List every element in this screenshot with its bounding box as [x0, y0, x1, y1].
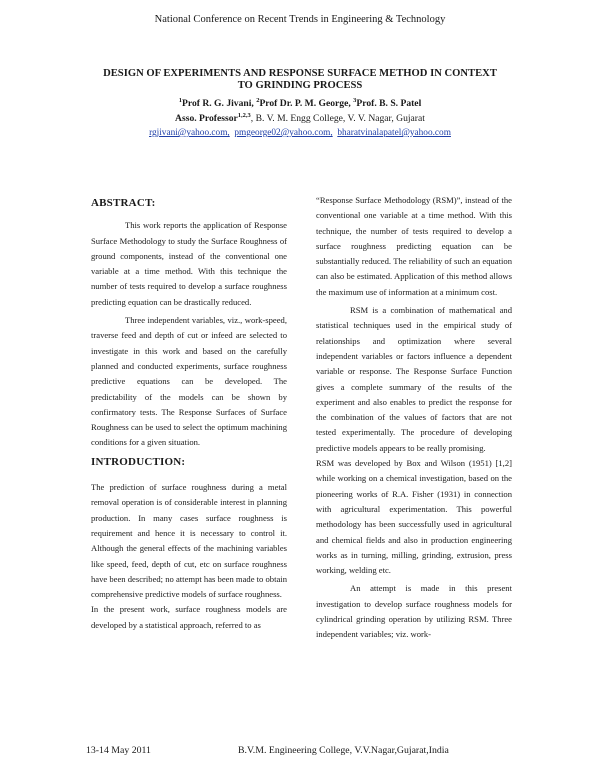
footer-venue: B.V.M. Engineering College, V.V.Nagar,Gujarat,India	[238, 745, 449, 756]
right-paragraph-4: An attempt is made in this present investigation to develop surface roughness models for cylindrical grinding operation by utilizing RSM. Three independent variables; viz. work-	[316, 583, 512, 640]
introduction-heading: INTRODUCTION:	[91, 455, 186, 468]
introduction-paragraph-2: In the present work, surface roughness models are developed by a statistical approach, referred to as	[91, 604, 287, 630]
conference-header: National Conference on Recent Trends in Engineering & Technology	[154, 14, 446, 25]
abstract-paragraph-1: This work reports the application of Response Surface Methodology to study the Surface Roughness of ground components, instead of the conventional one variable at a time method. With this technique the number of tests required to develop a surface roughness predicting equation can be drastically reduced.	[91, 220, 287, 307]
right-paragraph-2: RSM is a combination of mathematical and statistical techniques used in the empirical study of relationships and optimization where several independent variables or factors influence a dependent variable or response. The Response Surface Function gives a complete summary of the results of the experiment and also enables to predict the response for the combination of the values of factors that are not tested experimentally. The procedure of developing predictive models appears to be really promising.	[316, 305, 512, 453]
author-2: Prof Dr. P. M. George,	[259, 98, 354, 110]
right-column	[316, 193, 512, 643]
abstract-heading: ABSTRACT:	[91, 197, 156, 209]
affiliation-text: , B. V. M. Engg College, V. V. Nagar, Gujarat	[250, 113, 425, 125]
title-line-1: DESIGN OF EXPERIMENTS AND RESPONSE SURFACE METHOD IN CONTEXT	[103, 68, 497, 79]
email-link-2[interactable]: pmgeorge02@yahoo.com,	[234, 128, 333, 138]
author-3: Prof. B. S. Patel	[356, 98, 422, 110]
author2-index: 2	[256, 97, 260, 104]
author-list	[0, 97, 600, 109]
email-link-1[interactable]: rgjivani@yahoo.com,	[149, 128, 230, 138]
introduction-paragraph-1: The prediction of surface roughness during a metal removal operation is of considerable interest in planning production. In many cases surface roughness is requirement and hence it is necessary to control it. Although the general effects of the machining variables like speed, feed, depth of cut, etc on surface roughness have been described; no attempt has been made to obtain comprehensive predictive models of surface roughness.	[91, 482, 287, 600]
author-1: Prof R. G. Jivani,	[182, 98, 257, 110]
affiliation	[0, 112, 600, 124]
email-list	[0, 128, 600, 138]
left-column	[91, 196, 287, 633]
affiliation-role: Asso. Professor	[175, 113, 238, 125]
author1-index: 1	[178, 97, 182, 104]
footer-date: 13-14 May 2011	[86, 745, 151, 756]
title-line-2: TO GRINDING PROCESS	[237, 80, 363, 91]
affiliation-index: 1,2,3	[237, 112, 251, 119]
abstract-paragraph-2: Three independent variables, viz., work-speed, traverse feed and depth of cut or infeed are selected to investigate in this work and based on the carefully planned and conducted experiments, surface roughness predictive equations can be developed. The predictability of the models can be shown by confirmatory tests. The Response Surfaces of Surface Roughness can be used to select the optimum machining conditions for a given situation.	[91, 315, 287, 448]
right-paragraph-1: “Response Surface Methodology (RSM)”, instead of the conventional one variable at a time method. With this technique, the number of tests required to develop a surface roughness predicting equation can be substantially reduced. The reliability of such an equation can also be estimated. Application of this method allows the maximum use of information at a minimum cost.	[316, 195, 512, 297]
email-link-3[interactable]: bharatvinalapatel@yahoo.com	[337, 128, 451, 138]
paper-title	[40, 68, 560, 92]
author3-index: 3	[353, 97, 357, 104]
right-paragraph-3: RSM was developed by Box and Wilson (1951) [1,2] while working on a chemical investigation, based on the pioneering works of R.A. Fisher (1931) in connection with agricultural experimentation. This powerful methodology has been successfully used in agricultural and chemical fields and also in production engineering works as in turning, milling, grinding, extrusion, press working, welding etc.	[316, 458, 512, 576]
